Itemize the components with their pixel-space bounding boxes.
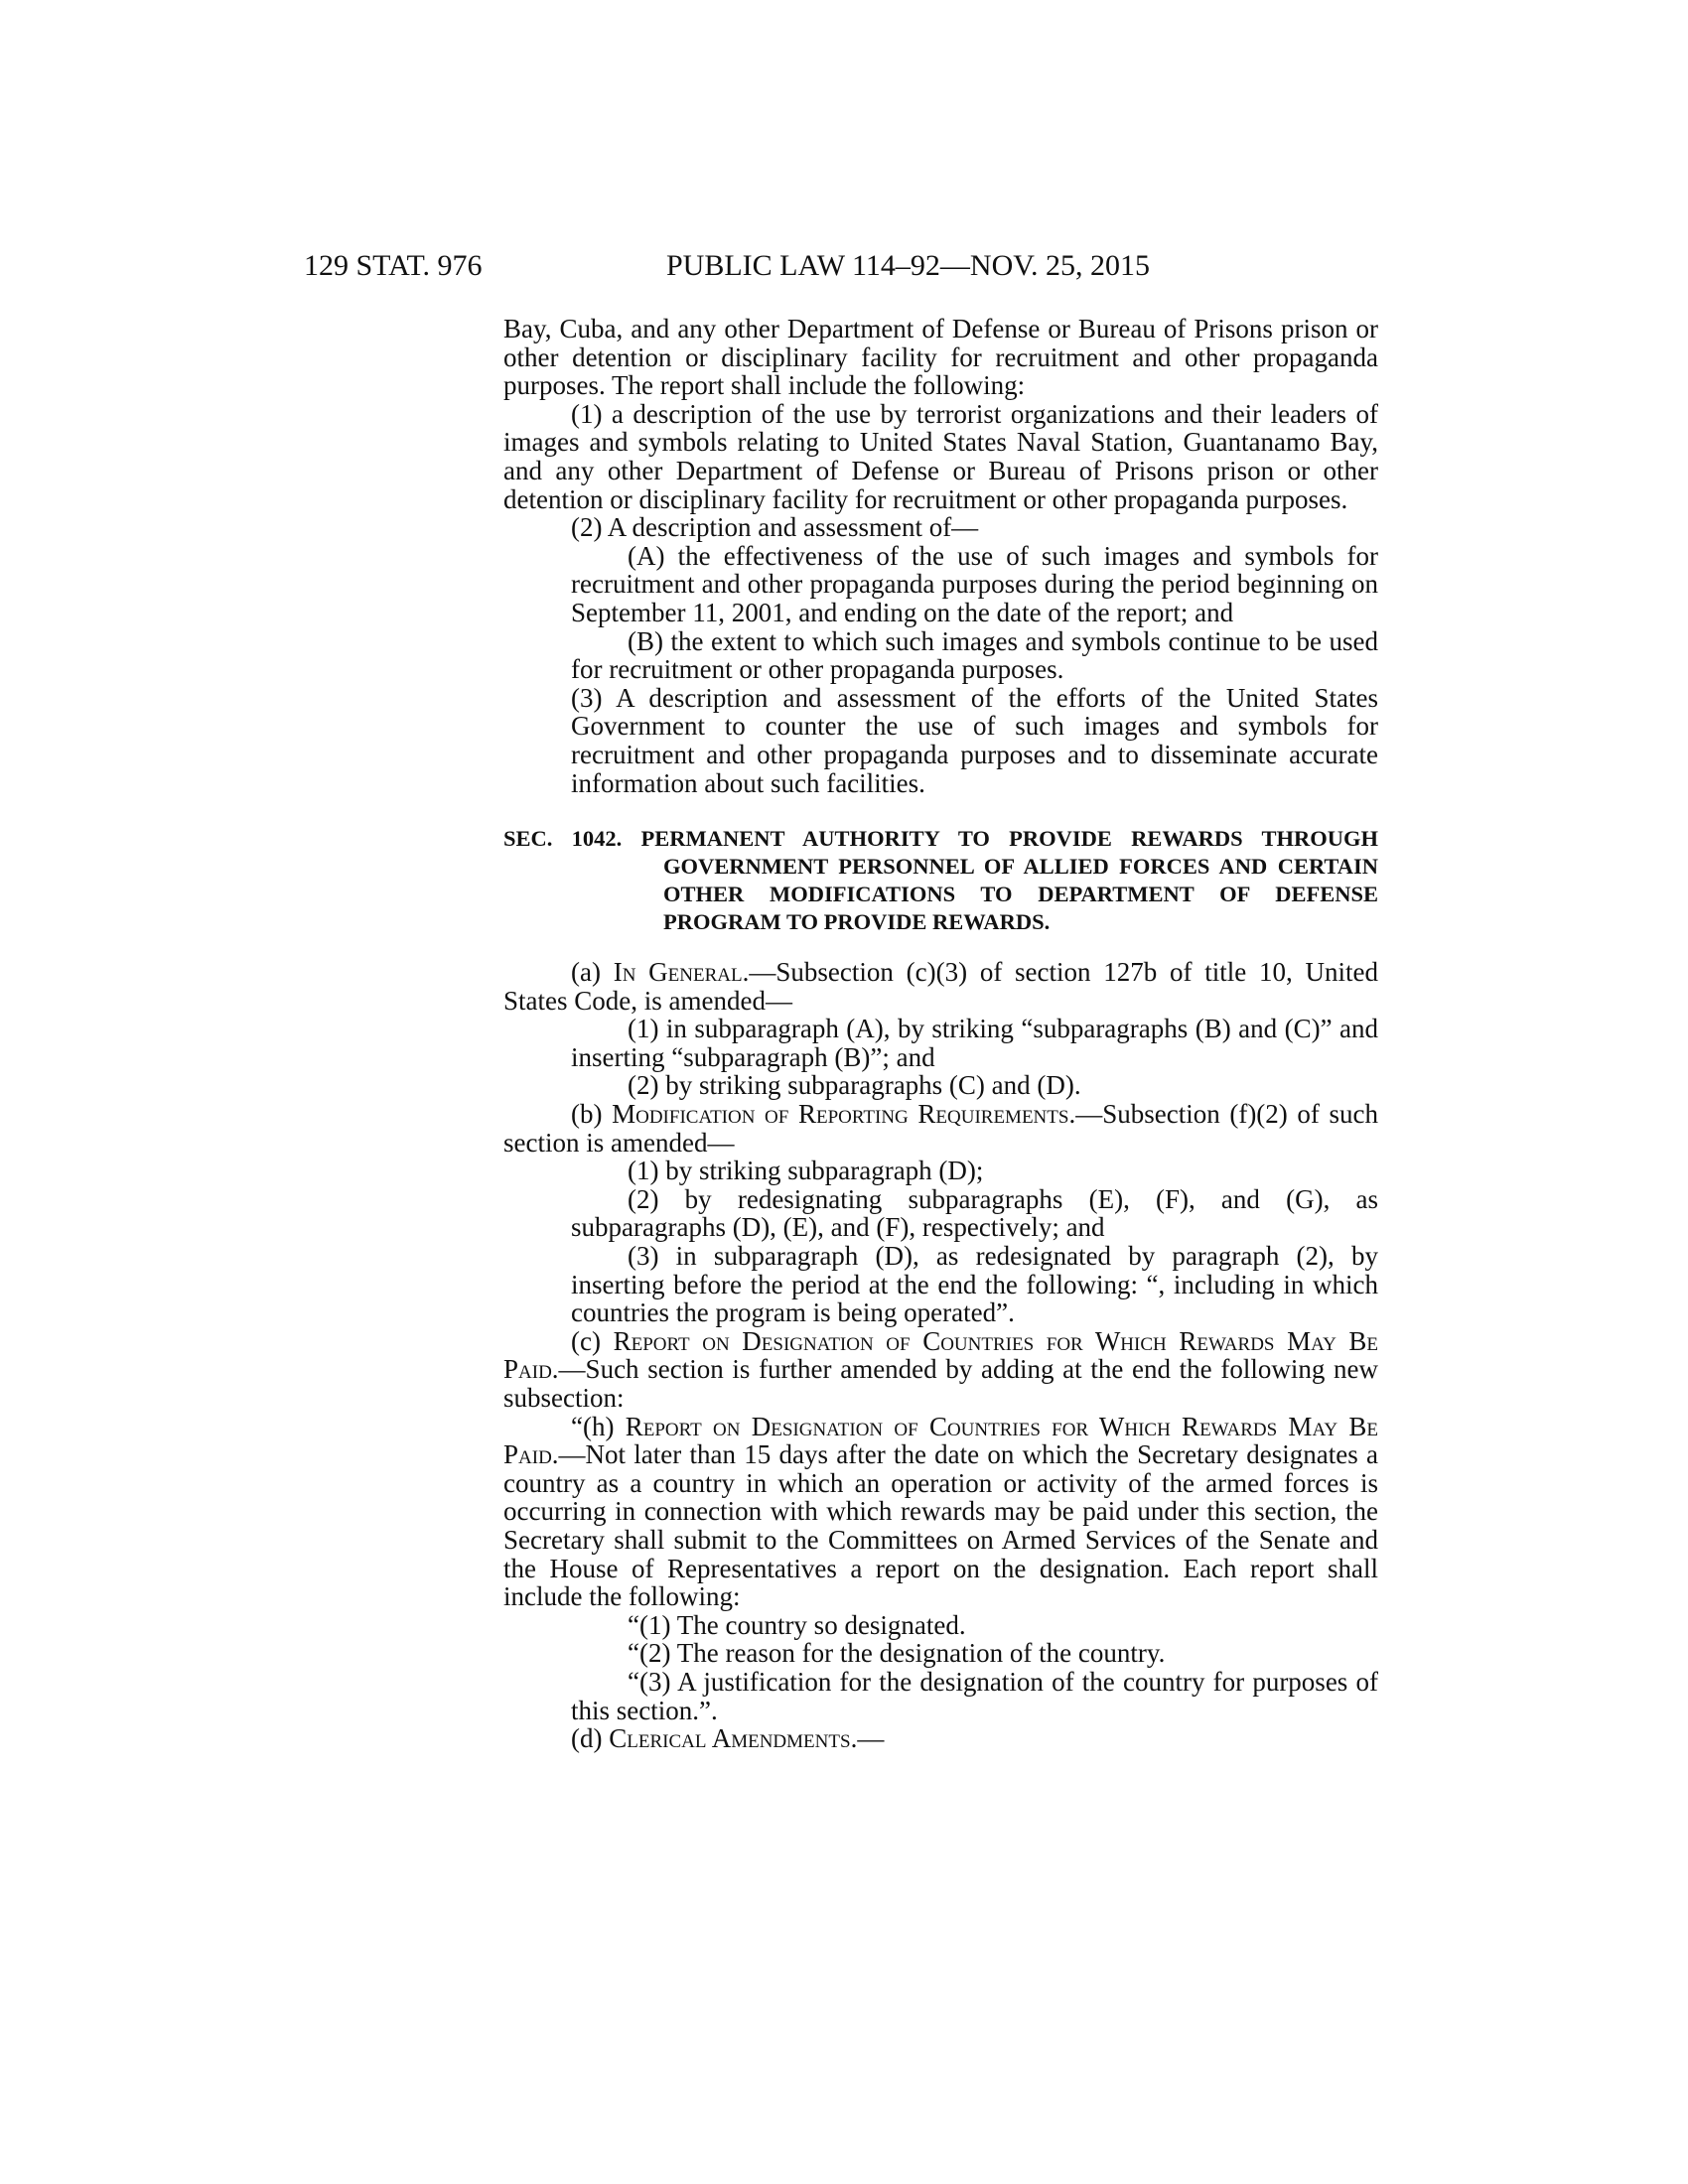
subsection-b-paragraph-1: (1) by striking subparagraph (D); <box>628 1156 984 1186</box>
new-subsection-h-label: “(h) <box>571 1411 626 1441</box>
paragraph-2: (2) A description and assessment of— <box>571 512 979 543</box>
document-body <box>503 315 1378 1753</box>
subsection-b-text: .—Subsection (f)(2) of such section is amended— <box>503 1099 1379 1158</box>
subsection-a-label: (a) <box>571 957 614 988</box>
subsection-c <box>503 1327 1378 1413</box>
subsection-a-paragraph-1: (1) in subparagraph (A), by striking “subparagraphs (B) and (C)” and inserting “subparagraph (B)”; and <box>571 1014 1378 1072</box>
subparagraph-a: (A) the effectiveness of the use of such images and symbols for recruitment and other propaganda purposes during the period beginning on September 11, 2001, and ending on the date of the report; and <box>571 540 1378 627</box>
section-heading: SEC. 1042. PERMANENT AUTHORITY TO PROVIDE REWARDS THROUGH GOVERNMENT PERSONNEL OF ALLIED FORCES AND CERTAIN OTHER MODIFICATIONS TO DEPARTMENT OF DEFENSE PROGRAM TO PROVIDE REWARDS. <box>503 826 1378 935</box>
subsection-d <box>503 1724 1378 1753</box>
subsection-c-label: (c) <box>571 1325 614 1356</box>
new-subsection-h-text: .—Not later than 15 days after the date on which the Secretary designates a country as a country in which an operation or activity of the armed forces is occurring in connection with which rewards may be paid under this section, the Secretary shall submit to the Committees on Armed Services of the Senate and the House of Representatives a report on the designation. Each report shall include the following: <box>503 1439 1378 1612</box>
subsection-c-heading: Report on Designation of Countries for Which Rewards May Be Paid <box>503 1325 1379 1385</box>
paragraph-1: (1) a description of the use by terrorist organizations and their leaders of images and symbols relating to United States Naval Station, Guantanamo Bay, and any other Department of Defense or Bureau of Prisons prison or other detention or disciplinary facility for recruitment or other propaganda purposes. <box>503 398 1378 514</box>
subsection-a-paragraph-2: (2) by striking subparagraphs (C) and (D). <box>628 1070 1081 1101</box>
subsection-a-heading: In General <box>613 957 743 988</box>
paragraph-3: (3) A description and assessment of the efforts of the United States Government to counter the use of such images and symbols for recruitment and other propaganda purposes and to disseminate accurate information about such facilities. <box>571 682 1378 798</box>
subsection-a <box>503 958 1378 1015</box>
new-subsection-h-paragraph-1: “(1) The country so designated. <box>628 1609 966 1640</box>
subsection-b-paragraph-2: (2) by redesignating subparagraphs (E), (F), and (G), as subparagraphs (D), (E), and (F), respectively; and <box>571 1183 1378 1243</box>
subsection-d-text: .— <box>850 1723 885 1754</box>
new-subsection-h-paragraph-2: “(2) The reason for the designation of the country. <box>628 1638 1166 1669</box>
new-subsection-h-paragraph-3: “(3) A justification for the designation of the country for purposes of this section.”. <box>571 1666 1378 1725</box>
running-header <box>304 246 1197 286</box>
new-subsection-h <box>503 1413 1378 1611</box>
statute-page-reference: 129 STAT. 976 <box>304 249 483 282</box>
subsection-b <box>503 1100 1378 1157</box>
subsection-d-label: (d) <box>571 1723 610 1754</box>
subsection-d-heading: Clerical Amendments <box>609 1723 851 1754</box>
subsection-b-label: (b) <box>571 1099 613 1130</box>
subsection-c-text: .—Such section is further amended by adding at the end the following new subsection: <box>503 1354 1378 1413</box>
subsection-b-paragraph-3: (3) in subparagraph (D), as redesignated by paragraph (2), by inserting before the period at the end the following: “, including in which countries the program is being operated”. <box>571 1241 1378 1328</box>
subsection-b-heading: Modification of Reporting Requirements <box>612 1099 1069 1130</box>
subsection-a-text: .—Subsection (c)(3) of section 127b of title 10, United States Code, is amended— <box>503 957 1378 1016</box>
new-subsection-h-heading: Report on Designation of Countries for Which Rewards May Be Paid <box>503 1411 1379 1470</box>
public-law-title: PUBLIC LAW 114–92—NOV. 25, 2015 <box>666 249 1151 282</box>
subparagraph-b: (B) the extent to which such images and symbols continue to be used for recruitment or other propaganda purposes. <box>571 625 1378 685</box>
paragraph-continuation: Bay, Cuba, and any other Department of Defense or Bureau of Prisons prison or other detention or disciplinary facility for recruitment and other propaganda purposes. The report shall include the following: <box>503 314 1378 401</box>
